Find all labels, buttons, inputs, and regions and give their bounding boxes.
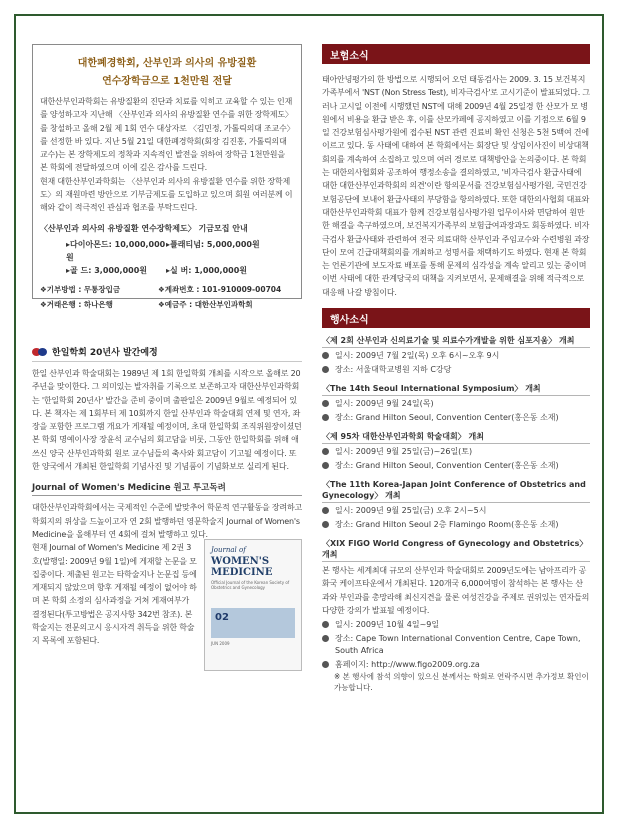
event-title: 〈XIX FIGO World Congress of Gynecology and Obstetrics〉 개최 <box>322 538 590 562</box>
scholarship-paragraph-2: 현재 대한산부인과학회는 〈산부인과 의사의 유방질환 연수를 위한 장학제도〉의 재원마련 방안으로 기부금제도를 도입하고 있으며 회원 여러분께 이해와 같이 적극적인 관심과 협조를 부탁드린다. <box>40 176 293 213</box>
event-detail: 일시: 2009년 9월 24일(목) <box>322 398 590 410</box>
insurance-banner <box>322 44 590 64</box>
right-column <box>322 44 590 693</box>
bullet-icon <box>322 521 329 528</box>
event-item-figo <box>322 538 590 693</box>
journal-cover-image <box>204 539 302 671</box>
event-detail: 일시: 2009년 10월 4일~9일 <box>322 619 590 631</box>
journal-body-top: 대한산부인과학회에서는 국제적인 수준에 발맞추어 학문적 연구활동을 장려하고 학회지의 위상을 드높이고자 연 2회 발행하던 영문학술지 Journal of Women's Medicine을 올해부터 연 4회에 걸쳐 발행하고 있다. <box>32 503 303 539</box>
event-detail: 장소: 서울대학교병원 지하 C강당 <box>322 364 590 376</box>
cover-issue: 02 <box>215 612 229 624</box>
event-detail: 장소: Grand Hilton Seoul, Convention Center(홍은동 소재) <box>322 412 590 424</box>
event-detail: 장소: Grand Hilton Seoul, Convention Center(홍은동 소재) <box>322 460 590 472</box>
account-row <box>40 298 294 311</box>
fund-tier-row <box>66 238 294 264</box>
fund-tier-row <box>66 264 294 277</box>
bullet-icon <box>322 414 329 421</box>
bullet-icon <box>322 507 329 514</box>
event-item <box>322 335 590 376</box>
events-banner <box>322 308 590 328</box>
figo-note: ※ 본 행사에 참석 의향이 있으신 분께서는 학회로 연락주시면 추가정보 확인이 가능합니다. <box>334 672 589 693</box>
fund-tier-gold: ▸골 드: 3,000,000원 <box>66 265 148 275</box>
scholarship-title-line2: 연수장학금으로 1천만원 전달 <box>102 76 232 87</box>
account-row <box>40 283 294 296</box>
fund-tier-diamond: ▸다이아몬드: 10,000,000원 <box>66 239 166 262</box>
cover-date: JUN 2009 <box>211 641 230 647</box>
bullet-icon <box>322 400 329 407</box>
events-banner-text: 행사소식 <box>330 314 369 326</box>
history-heading-text: 한일학회 20년사 발간예정 <box>52 348 158 358</box>
event-detail: 홈페이지: http://www.figo2009.org.za <box>322 659 590 671</box>
account-number: ❖계좌번호 : 101-910009-00704 <box>158 284 282 294</box>
bullet-icon <box>322 462 329 469</box>
journal-section <box>32 541 302 647</box>
history-body: 한일 산부인과 학술대회는 1989년 제 1회 한일학회 개최를 시작으로 올해로 20주년을 맞이한다. 그 의미있는 발자취를 기록으로 보존하고자 대한산부인과학회는 '한일학회 20년사' 발간을 준비 중이며 출판일은 2009년 9월로 예정되어 있다. 본 책자는 제 1회부터 제 10회까지 한일 산부인과 학술대회 연제 및 연자, 좌장을 포함한 프로그램 개요가 게재될 예정이며, 초대 한일학회 조직위원장이셨던 본 학회 명예이사장 장윤석 교수님의 회고담을 비롯, 그동안 한일학회를 위해 애쓰신 양국 산부인과학회 원로 교수님들의 축사와 회고담이 기고될 예정이다. 또한 양국에서 개최된 한일학회 기념사진 및 기념품이 기념화보로 실리게 된다. <box>32 369 302 472</box>
fund-tier-silver: ▸실 버: 1,000,000원 <box>166 265 248 275</box>
event-detail: 일시: 2009년 7월 2일(목) 오후 6시~오후 9시 <box>322 350 590 362</box>
figo-body: 본 행사는 세계최대 규모의 산부인과 학술대회로 2009년도에는 남아프리카 공화국 케이프타운에서 개최된다. 120개국 6,000여명이 참석하는 본 행사는 산과와 부인과를 총망라해 최신지견을 물론 여성건강을 주제로 권위있는 연자들의 다양한 강의가 발표될 예정이다. <box>322 566 590 615</box>
event-title: 〈The 14th Seoul International Symposium〉 개최 <box>322 383 590 396</box>
insurance-body: 태아안녕평가의 한 방법으로 시행되어 오던 태동검사는 2009. 3. 15 보건복지가족부에서 'NST (Non Stress Test), 비자극검사'로 고시기준이 발표되었다. 그러나 고시일 이전에 시행했던 NST에 대해 2009년 4월 25일경 한 산모가 모 병원에서 비용을 환급 받은 후, 이를 산모카페에 공지하였고 이를 기점으로 6월 9일 건강보험심사평가원에 접수된 NST 관련 진료비 확인 신청은 5천 5백여 건에 이르고 있다. 동 사태에 대하여 본 학회에서는 회장단 및 상임이사진이 비상대책회의를 계속하여 소집하고 있으며 여러 경로로 대책방안을 논의중이다. 본 학회는 대한의사협회와 공조하여 행정소송을 결의하였고, '비자극검사 환급사태에 대한 대한산부인과학회의 의견'이란 항의문서를 건강보험심사평가원, 국민건강보험공단에 보내어 환급사태의 부당함을 항의하였다. 또한 대한의사협회 대표와 대한산부인과학회 대표가 함께 건강보험심사평가원 업무이사와 면담하여 원만한 해결을 촉구하였으며, 보건복지가족부의 보험급여과장과도 회동하였다. 비자극검사 환급사태와 관련하여 전국 의료대학 산부인과 주임교수와 수련병원 과장단이 모여 긴급대책회의를 개최하고 성명서를 채택하기도 하였다. 현재 본 학회는 언론기관에 보도자료 배포를 통해 문제의 심각성을 계속 알리고 있는 중이며 이번 사태에 대한 관계당국의 대책을 지켜보면서, 문제해결을 위해 적극적으로 대응해 나갈 방침이다. <box>322 75 590 297</box>
fund-tier-platinum: ▸플래티넘: 5,000,000원 <box>166 239 260 249</box>
left-column <box>32 44 302 648</box>
event-detail: 일시: 2009년 9월 25일(금) 오후 2시~5시 <box>322 505 590 517</box>
event-item <box>322 479 590 531</box>
bullet-icon <box>322 366 329 373</box>
cover-strip <box>211 608 295 638</box>
donation-method: ❖기부방법 : 무통장입금 <box>40 284 121 294</box>
korea-japan-flag-icon <box>32 348 48 356</box>
account-info <box>40 283 294 311</box>
event-detail: 장소: Cape Town International Convention Centre, Cape Town, South Africa <box>322 633 590 657</box>
event-detail: 일시: 2009년 9월 25일(금)~26일(토) <box>322 446 590 458</box>
event-detail: 장소: Grand Hilton Seoul 2층 Flamingo Room(홍은동 소재) <box>322 519 590 531</box>
cover-subtitle: Official Journal of the Korean Society of Obstetrics and Gynecology <box>211 580 290 591</box>
fund-tier-list <box>40 238 294 277</box>
scholarship-title-line1: 대한폐경학회, 산부인과 의사의 유방질환 <box>77 58 257 69</box>
journal-heading: Journal of Women's Medicine 원고 투고독려 <box>32 481 302 496</box>
scholarship-title <box>40 55 294 91</box>
history-heading <box>32 345 302 362</box>
event-title: 〈제 95차 대한산부인과학회 학술대회〉 개최 <box>322 431 590 444</box>
cover-label: Journal of <box>211 546 246 555</box>
event-title: 〈The 11th Korea-Japan Joint Conference of Obstetrics and Gynecology〉 개최 <box>322 479 590 503</box>
bank-name: ❖거래은행 : 하나은행 <box>40 299 113 309</box>
event-item <box>322 431 590 472</box>
bullet-icon <box>322 635 329 642</box>
event-title: 〈제 2회 산부인과 신의료기술 및 의료수가개발을 위한 심포지움〉 개최 <box>322 335 590 348</box>
event-item <box>322 383 590 424</box>
bullet-icon <box>322 352 329 359</box>
insurance-banner-text: 보험소식 <box>330 50 369 62</box>
journal-body-side: 현재 Journal of Women's Medicine 제 2권 3호(발행일: 2009년 9월 1일)에 게재할 논문을 모집중이다. 제출된 원고는 타학술지나 논문집 등에 게재되지 않았으며 향후 게재될 예정이 없어야 하며 본 학회 소정의 심사과정을 거쳐 게재여부가 결정된다(투고방법은 공지사항 342번 참조). 본 학술지는 전문의고시 응시자격 취득을 위한 학술지 목록에 포함된다. <box>32 543 197 646</box>
bullet-icon <box>322 661 329 668</box>
account-holder: ❖예금주 : 대한산부인과학회 <box>158 299 253 309</box>
fund-title: 〈산부인과 의사의 유방질환 연수장학제도〉 기금모집 안내 <box>40 223 248 233</box>
bullet-icon <box>322 621 329 628</box>
cover-title: WOMEN'S MEDICINE <box>211 556 273 579</box>
scholarship-box <box>32 44 302 309</box>
scholarship-paragraph-1: 대한산부인과학회는 유방질환의 진단과 치료를 익히고 교육할 수 있는 인재를 양성하고자 지난해 〈산부인과 의사의 유방질환 연수를 위한 장학제도〉를 창설하고 올해 2월 제 1회 연수 대상자로 〈김민정, 가톨릭의대 조교수〉를 선정한 바 있다. 지난 5월 21일 대한폐경학회(회장 김진홍, 가톨릭의대 교수)는 본 장학제도의 정착과 지속적인 발전을 위하여 장학금 1천만원을 본 학회에 전달하였으며 이에 깊은 감사를 드린다. <box>40 97 293 173</box>
bullet-icon <box>322 448 329 455</box>
